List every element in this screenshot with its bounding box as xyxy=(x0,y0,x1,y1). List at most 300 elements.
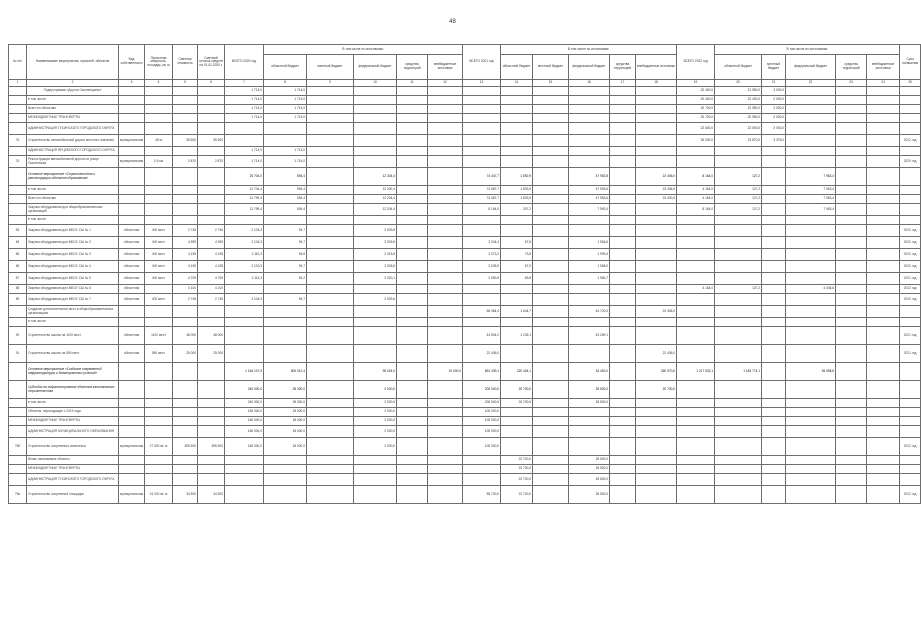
value-cell xyxy=(463,318,501,327)
column-number-cell: 18 xyxy=(636,80,677,87)
value-cell: 2 100,3 xyxy=(225,261,264,273)
value-cell xyxy=(354,318,397,327)
value-cell: 1 999,4 xyxy=(569,249,610,261)
deadline-cell xyxy=(900,426,921,438)
value-cell xyxy=(397,225,428,237)
value-cell xyxy=(610,168,636,186)
table-row xyxy=(9,147,921,156)
value-cell xyxy=(501,96,533,105)
value-cell xyxy=(762,225,786,237)
value-cell xyxy=(307,294,354,306)
value-cell xyxy=(397,417,428,426)
row-number-cell xyxy=(9,381,27,399)
value-cell xyxy=(428,225,463,237)
value-cell xyxy=(501,438,533,456)
value-cell xyxy=(264,474,307,486)
value-cell: 26 000,0 xyxy=(677,135,715,147)
value-cell xyxy=(836,168,867,186)
value-cell xyxy=(867,135,900,147)
capacity-cell xyxy=(145,186,173,195)
value-cell xyxy=(715,486,762,504)
value-cell: 25 000 xyxy=(198,345,225,363)
value-cell xyxy=(636,123,677,135)
ownership-cell xyxy=(119,105,145,114)
value-cell: 2 015,6 xyxy=(354,249,397,261)
value-cell xyxy=(786,318,836,327)
ownership-cell xyxy=(119,216,145,225)
value-cell xyxy=(533,318,569,327)
value-cell xyxy=(428,273,463,285)
value-cell xyxy=(610,96,636,105)
table-row xyxy=(9,285,921,294)
value-cell xyxy=(428,186,463,195)
item-name-cell: Строительство спортивного комплекса xyxy=(27,438,119,456)
value-cell: 22 406,0 xyxy=(636,345,677,363)
value-cell xyxy=(307,156,354,168)
value-cell xyxy=(867,426,900,438)
deadline-cell: 2022 год xyxy=(900,486,921,504)
capacity-cell xyxy=(145,168,173,186)
item-name-cell: Подпрограмма «Дороги Смоленщины» xyxy=(27,87,119,96)
value-cell xyxy=(264,345,307,363)
value-cell xyxy=(677,417,715,426)
value-cell xyxy=(307,195,354,204)
capacity-cell xyxy=(145,381,173,399)
value-cell xyxy=(501,294,533,306)
value-cell xyxy=(867,156,900,168)
value-cell xyxy=(786,399,836,408)
value-cell xyxy=(836,186,867,195)
column-number-cell: 1 xyxy=(9,80,27,87)
capacity-cell xyxy=(145,465,173,474)
value-cell xyxy=(198,186,225,195)
value-cell xyxy=(198,195,225,204)
value-cell: 35 500 xyxy=(173,135,198,147)
row-number-cell xyxy=(9,105,27,114)
row-number-cell: 87 xyxy=(9,273,27,285)
value-cell xyxy=(501,225,533,237)
value-cell: 12 799,4 xyxy=(225,204,264,216)
value-cell: 2 000,0 xyxy=(762,96,786,105)
header-group-2022: В том числе по источникам: xyxy=(715,45,900,55)
value-cell: 1 892,9 xyxy=(501,168,533,186)
item-name-cell: АДМИНИСТРАЦИЯ ЯРЦЕВСКОГО ГОРОДСКОГО ОКРУГА xyxy=(27,147,119,156)
value-cell xyxy=(715,438,762,456)
value-cell: 12 204,4 xyxy=(354,195,397,204)
value-cell xyxy=(225,216,264,225)
capacity-cell xyxy=(145,426,173,438)
value-cell: 28 500,0 xyxy=(569,381,610,399)
deadline-cell xyxy=(900,96,921,105)
value-cell xyxy=(836,345,867,363)
capacity-cell xyxy=(145,408,173,417)
value-cell: 220 404,1 xyxy=(501,363,533,381)
value-cell xyxy=(264,465,307,474)
row-number-cell: 76 xyxy=(9,156,27,168)
value-cell xyxy=(569,87,610,96)
value-cell xyxy=(867,87,900,96)
value-cell xyxy=(198,204,225,216)
value-cell xyxy=(428,306,463,318)
value-cell xyxy=(636,438,677,456)
value-cell xyxy=(836,363,867,381)
value-cell xyxy=(198,474,225,486)
header-group-2020: В том числе по источникам: xyxy=(264,45,463,55)
ownership-cell: областная xyxy=(119,237,145,249)
value-cell: 2 745 xyxy=(173,225,198,237)
value-cell xyxy=(428,87,463,96)
value-cell xyxy=(569,114,610,123)
column-number-cell: 2 xyxy=(27,80,119,87)
value-cell xyxy=(397,216,428,225)
value-cell: 1 235,1 xyxy=(501,327,533,345)
ownership-cell xyxy=(119,465,145,474)
ownership-cell: областная xyxy=(119,294,145,306)
value-cell xyxy=(786,306,836,318)
value-cell xyxy=(836,399,867,408)
value-cell: 74 447,7 xyxy=(463,168,501,186)
value-cell xyxy=(762,261,786,273)
value-cell xyxy=(762,408,786,417)
value-cell xyxy=(677,345,715,363)
value-cell: 2 114,3 xyxy=(225,273,264,285)
item-name-cell: в том числе: xyxy=(27,318,119,327)
deadline-cell xyxy=(900,105,921,114)
value-cell xyxy=(636,96,677,105)
value-cell: 207,2 xyxy=(501,204,533,216)
value-cell: 25 000 xyxy=(173,345,198,363)
value-cell xyxy=(836,135,867,147)
value-cell: 48 000 xyxy=(198,327,225,345)
value-cell xyxy=(428,318,463,327)
table-row xyxy=(9,417,921,426)
value-cell xyxy=(677,438,715,456)
value-cell: 2 000,0 xyxy=(762,105,786,114)
deadline-cell: 2020 год xyxy=(900,237,921,249)
item-name-cell: Объекты, переходящие с 2019 года xyxy=(27,408,119,417)
value-cell: 2 035,9 xyxy=(463,261,501,273)
value-cell: 47 953,6 xyxy=(569,195,610,204)
value-cell xyxy=(836,87,867,96)
value-cell: 2 104,3 xyxy=(225,237,264,249)
value-cell xyxy=(867,105,900,114)
value-cell xyxy=(397,381,428,399)
value-cell xyxy=(569,438,610,456)
value-cell: 47 952,8 xyxy=(569,168,610,186)
value-cell xyxy=(173,147,198,156)
value-cell xyxy=(786,105,836,114)
value-cell xyxy=(428,456,463,465)
value-cell xyxy=(569,345,610,363)
value-cell: 94,6 xyxy=(264,249,307,261)
column-number-cell: 4 xyxy=(145,80,173,87)
value-cell xyxy=(786,249,836,261)
value-cell xyxy=(836,456,867,465)
value-cell xyxy=(533,417,569,426)
value-cell xyxy=(173,87,198,96)
ownership-cell xyxy=(119,408,145,417)
value-cell xyxy=(173,186,198,195)
ownership-cell: областная xyxy=(119,345,145,363)
table-row xyxy=(9,168,921,186)
value-cell: 21 950,0 xyxy=(715,87,762,96)
value-cell xyxy=(786,408,836,417)
item-name-cell: Основное мероприятие «Строительство и реконструкция объектов образования» xyxy=(27,168,119,186)
value-cell xyxy=(198,168,225,186)
value-cell xyxy=(715,456,762,465)
value-cell xyxy=(533,96,569,105)
value-cell: 55 700,0 xyxy=(463,486,501,504)
value-cell xyxy=(225,465,264,474)
item-name-cell: МЕЖБЮДЖЕТНЫЕ ТРАНСФЕРТЫ xyxy=(27,465,119,474)
value-cell: 1 968,0 xyxy=(569,261,610,273)
header-col-number: № п/п xyxy=(9,45,27,80)
value-cell xyxy=(307,465,354,474)
capacity-cell xyxy=(145,474,173,486)
header-col-total-2020: ВСЕГО 2020 год xyxy=(225,45,264,80)
value-cell: 44 504,2 xyxy=(463,327,501,345)
value-cell xyxy=(397,294,428,306)
capacity-cell xyxy=(145,147,173,156)
value-cell: 20 700,0 xyxy=(501,381,533,399)
table-row xyxy=(9,306,921,318)
value-cell xyxy=(636,273,677,285)
value-cell xyxy=(677,474,715,486)
deadline-cell xyxy=(900,195,921,204)
value-cell xyxy=(867,114,900,123)
capacity-cell: 400 мест xyxy=(145,237,173,249)
value-cell xyxy=(610,147,636,156)
value-cell xyxy=(867,285,900,294)
header-col-total-2021: ВСЕГО 2021 год xyxy=(463,45,501,80)
value-cell xyxy=(867,204,900,216)
value-cell xyxy=(836,156,867,168)
value-cell xyxy=(610,294,636,306)
value-cell: 25 704,0 xyxy=(225,168,264,186)
value-cell xyxy=(636,486,677,504)
row-number-cell xyxy=(9,186,27,195)
value-cell xyxy=(569,426,610,438)
value-cell xyxy=(610,225,636,237)
value-cell: 4 195 xyxy=(198,261,225,273)
value-cell: 240 000,0 xyxy=(225,399,264,408)
value-cell: 2 745 xyxy=(198,294,225,306)
value-cell xyxy=(397,426,428,438)
value-cell xyxy=(173,195,198,204)
value-cell: 160 000,0 xyxy=(225,408,264,417)
value-cell xyxy=(636,147,677,156)
value-cell xyxy=(762,273,786,285)
value-cell xyxy=(225,306,264,318)
value-cell xyxy=(786,417,836,426)
value-cell xyxy=(836,381,867,399)
header-src-2022-offbudget: внебюджетные источники xyxy=(867,55,900,80)
value-cell xyxy=(397,261,428,273)
value-cell xyxy=(173,204,198,216)
value-cell: 8 164,0 xyxy=(677,204,715,216)
value-cell: 95 024,0 xyxy=(354,363,397,381)
value-cell: 8 164,0 xyxy=(463,204,501,216)
row-number-cell: 76 xyxy=(9,135,27,147)
value-cell xyxy=(533,114,569,123)
value-cell xyxy=(533,147,569,156)
value-cell: 127,2 xyxy=(715,195,762,204)
value-cell xyxy=(867,474,900,486)
value-cell: 94,2 xyxy=(264,273,307,285)
row-number-cell xyxy=(9,87,27,96)
ownership-cell xyxy=(119,306,145,318)
value-cell xyxy=(867,294,900,306)
value-cell: 1 714,0 xyxy=(264,105,307,114)
value-cell xyxy=(867,465,900,474)
value-cell xyxy=(397,318,428,327)
header-src-2020-local: местный бюджет xyxy=(307,55,354,80)
row-number-cell xyxy=(9,318,27,327)
value-cell xyxy=(677,273,715,285)
value-cell: 1 714,0 xyxy=(225,114,264,123)
value-cell xyxy=(354,123,397,135)
capacity-cell xyxy=(145,96,173,105)
value-cell: 67,9 xyxy=(501,261,533,273)
column-number-cell: 20 xyxy=(715,80,762,87)
value-cell xyxy=(569,318,610,327)
value-cell xyxy=(307,399,354,408)
deadline-cell xyxy=(900,456,921,465)
item-name-cell: в том числе: xyxy=(27,186,119,195)
value-cell xyxy=(715,249,762,261)
table-row xyxy=(9,204,921,216)
value-cell: 1 714,0 xyxy=(264,96,307,105)
ownership-cell xyxy=(119,456,145,465)
value-cell: 2 110,3 xyxy=(225,249,264,261)
value-cell: 23 870,0 xyxy=(715,135,762,147)
value-cell xyxy=(610,285,636,294)
value-cell xyxy=(867,225,900,237)
value-cell xyxy=(715,345,762,363)
value-cell xyxy=(786,273,836,285)
value-cell xyxy=(786,327,836,345)
value-cell xyxy=(428,123,463,135)
ownership-cell xyxy=(119,195,145,204)
table-row xyxy=(9,105,921,114)
value-cell xyxy=(264,318,307,327)
value-cell xyxy=(677,216,715,225)
row-number-cell xyxy=(9,147,27,156)
header-src-2022-territory: средства территорий xyxy=(836,55,867,80)
value-cell xyxy=(715,237,762,249)
capacity-cell xyxy=(145,285,173,294)
value-cell xyxy=(307,147,354,156)
value-cell: 160 000,0 xyxy=(225,438,264,456)
value-cell: 4 399 xyxy=(173,237,198,249)
value-cell xyxy=(836,114,867,123)
value-cell xyxy=(173,306,198,318)
value-cell: 891 439,1 xyxy=(463,363,501,381)
value-cell xyxy=(715,474,762,486)
value-cell xyxy=(786,96,836,105)
column-number-cell: 24 xyxy=(867,80,900,87)
value-cell xyxy=(836,318,867,327)
row-number-cell xyxy=(9,168,27,186)
item-name-cell: АДМИНИСТРАЦИЯ ГУСИНСКОГО ГОРОДСКОГО ОКРУГА xyxy=(27,474,119,486)
value-cell xyxy=(569,285,610,294)
value-cell xyxy=(610,363,636,381)
table-row xyxy=(9,486,921,504)
value-cell xyxy=(836,105,867,114)
value-cell xyxy=(533,261,569,273)
deadline-cell xyxy=(900,114,921,123)
deadline-cell: 2020 год xyxy=(900,261,921,273)
value-cell: 1 714,0 xyxy=(225,105,264,114)
value-cell xyxy=(397,327,428,345)
value-cell xyxy=(264,456,307,465)
value-cell xyxy=(636,408,677,417)
column-number-cell: 16 xyxy=(569,80,610,87)
row-number-cell xyxy=(9,399,27,408)
ownership-cell xyxy=(119,381,145,399)
value-cell xyxy=(610,438,636,456)
value-cell xyxy=(501,345,533,363)
deadline-cell: 2020 год xyxy=(900,249,921,261)
value-cell xyxy=(463,147,501,156)
value-cell xyxy=(836,417,867,426)
value-cell xyxy=(307,438,354,456)
value-cell xyxy=(867,438,900,456)
value-cell xyxy=(428,285,463,294)
value-cell: 1 217 932,1 xyxy=(677,363,715,381)
value-cell xyxy=(264,135,307,147)
header-col-cost: Сметная стоимость xyxy=(173,45,198,80)
value-cell xyxy=(397,465,428,474)
value-cell: 7 963,4 xyxy=(786,204,836,216)
value-cell xyxy=(636,327,677,345)
value-cell xyxy=(610,306,636,318)
value-cell xyxy=(501,318,533,327)
value-cell: 200 000,0 xyxy=(463,381,501,399)
capacity-cell xyxy=(145,114,173,123)
value-cell xyxy=(677,426,715,438)
value-cell xyxy=(610,186,636,195)
value-cell xyxy=(225,345,264,363)
value-cell xyxy=(307,456,354,465)
value-cell: 4 100 xyxy=(173,285,198,294)
value-cell: 22 406,0 xyxy=(463,345,501,363)
value-cell xyxy=(307,363,354,381)
value-cell xyxy=(533,225,569,237)
value-cell: 2 104,3 xyxy=(225,294,264,306)
value-cell xyxy=(786,216,836,225)
value-cell xyxy=(715,426,762,438)
value-cell xyxy=(786,381,836,399)
value-cell xyxy=(867,486,900,504)
value-cell xyxy=(397,114,428,123)
value-cell xyxy=(428,114,463,123)
value-cell: 2 000,0 xyxy=(354,417,397,426)
value-cell: 1 980,7 xyxy=(569,273,610,285)
value-cell xyxy=(610,195,636,204)
value-cell xyxy=(198,417,225,426)
value-cell xyxy=(397,168,428,186)
item-name-cell: Всего по объектам xyxy=(27,195,119,204)
row-number-cell xyxy=(9,474,27,486)
ownership-cell: муниципальная xyxy=(119,486,145,504)
item-name-cell: Вновь начинаемые объекты xyxy=(27,456,119,465)
capacity-cell: 27 500 кв. м xyxy=(145,438,173,456)
capacity-cell xyxy=(145,123,173,135)
value-cell xyxy=(762,306,786,318)
value-cell xyxy=(428,399,463,408)
value-cell xyxy=(677,261,715,273)
